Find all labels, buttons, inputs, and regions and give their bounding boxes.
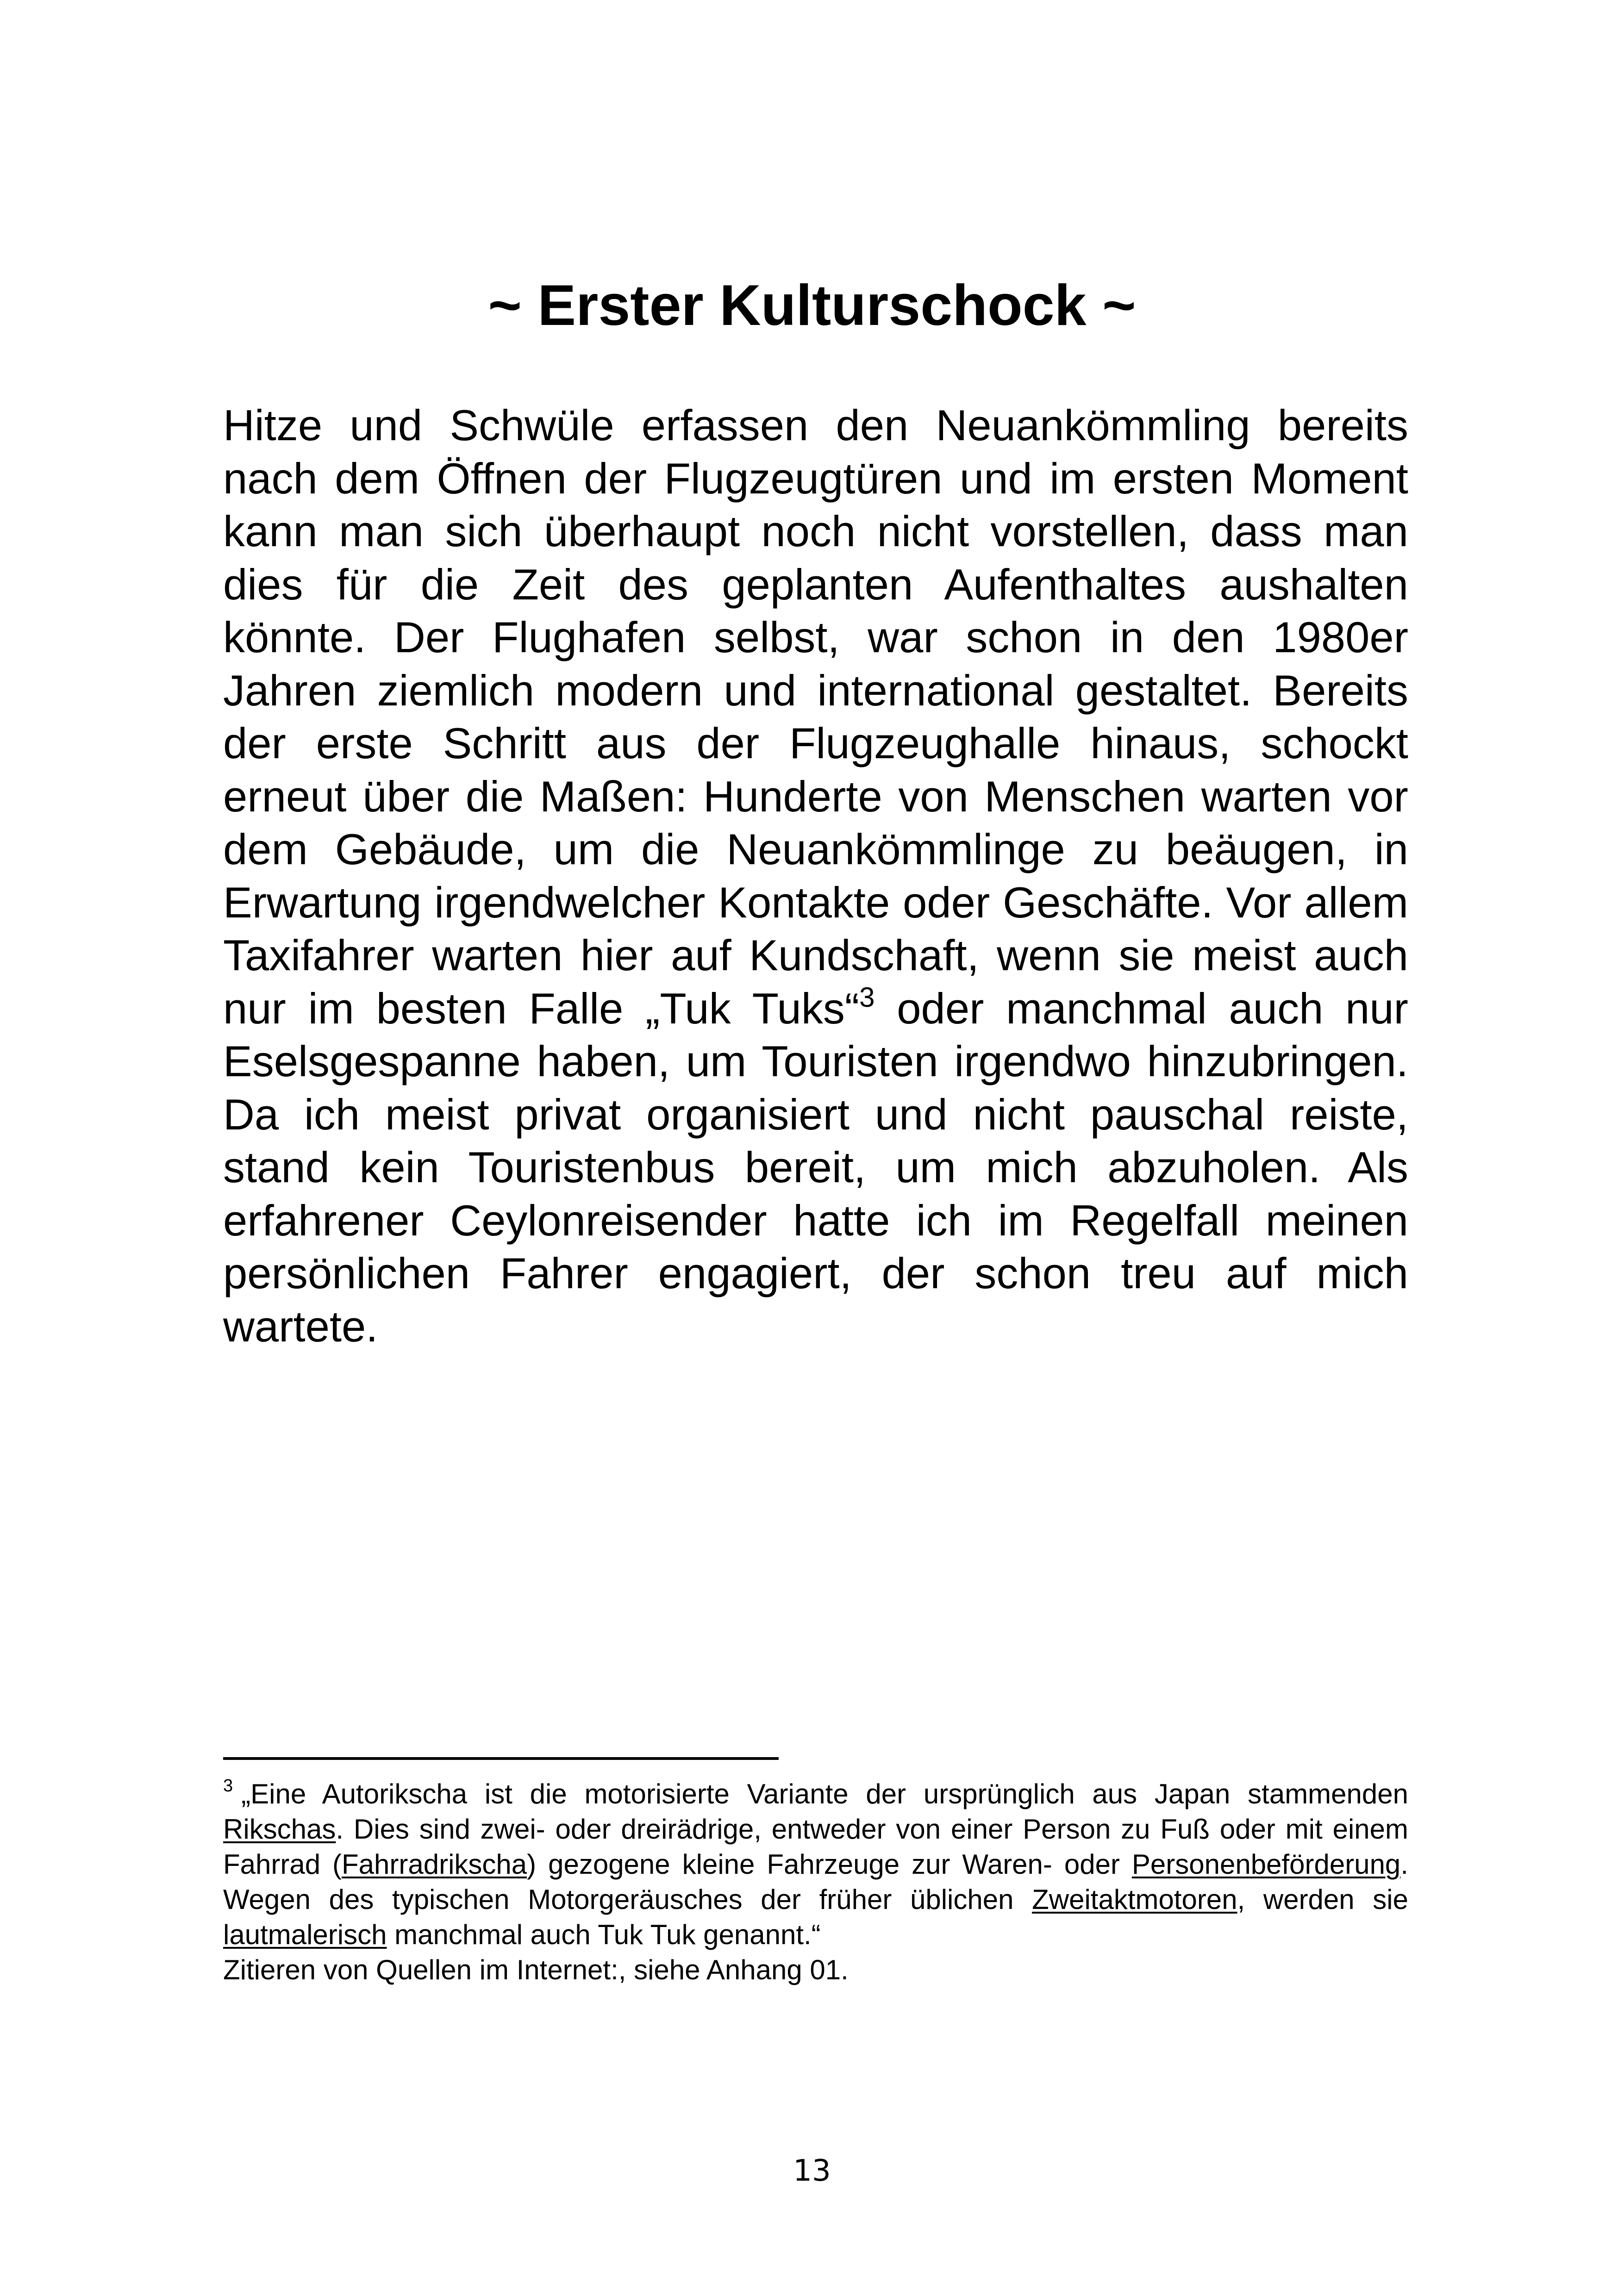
footnote-text: ) gezogene kleine Fahrzeuge zur Waren- oder [527,1849,1132,1880]
body-paragraph [223,399,1408,1353]
footnote-text: manchmal auch Tuk Tuk genannt.“ [387,1919,821,1950]
footnote-text: . Wegen des typischen Motorgeräusches der früher üblichen [223,1849,1408,1915]
paragraph-text-part-2: oder manchmal auch nur Eselsgespanne haben, um Touristen irgendwo hinzubringen. Da ich meist privat organisiert und nicht pauschal reiste, stand kein Touristenbus bereit, um mich abzuholen. Als erfahrener Ceylonreisender hatte ich im Regelfall meinen persönlichen Fahrer engagiert, der schon treu auf mich wartete. [223,984,1408,1351]
footnote [223,1777,1408,1988]
footnote-mark: 3 [223,1776,233,1796]
footnote-reference[interactable]: 3 [859,981,875,1013]
footnote-source: Zitieren von Quellen im Internet:, siehe Anhang 01. [223,1954,849,1985]
link-lautmalerisch[interactable]: lautmalerisch [223,1919,387,1950]
footnote-text: „Eine Autorikscha ist die motorisierte Variante der ursprünglich aus Japan stammenden [241,1778,1408,1809]
chapter-title: ~ Erster Kulturschock ~ [488,274,1136,337]
link-fahrradrikscha[interactable]: Fahrradrikscha [342,1849,527,1880]
page-number: 13 [793,2154,831,2188]
link-zweitaktmotoren[interactable]: Zweitaktmotoren [1032,1884,1237,1915]
link-rikschas[interactable]: Rikschas [223,1814,336,1845]
footnote-text: . Dies sind zwei- oder dreirädrige, entweder von einer Person zu Fuß oder mit einem Fahrrad ( [223,1814,1408,1880]
footnote-text: , werden sie [1237,1884,1408,1915]
link-personenbefoerderung[interactable]: Personenbeförderung [1131,1849,1401,1880]
paragraph-text-part-1: Hitze und Schwüle erfassen den Neuankömmling bereits nach dem Öffnen der Flugzeugtüren und im ersten Moment kann man sich überhaupt noch nicht vorstellen, dass man dies für die Zeit des geplanten Aufenthaltes aushalten könnte. Der Flughafen selbst, war schon in den 1980er Jahren ziemlich modern und international gestaltet. Bereits der erste Schritt aus der Flugzeughalle hinaus, schockt erneut über die Maßen: Hunderte von Menschen warten vor dem Gebäude, um die Neuankömmlinge zu beäugen, in Erwartung irgendwelcher Kontakte oder Geschäfte. Vor allem Taxifahrer warten hier auf Kundschaft, wenn sie meist auch nur im besten Falle „Tuk Tuks“ [223,401,1408,1033]
footnote-separator [223,1757,779,1760]
